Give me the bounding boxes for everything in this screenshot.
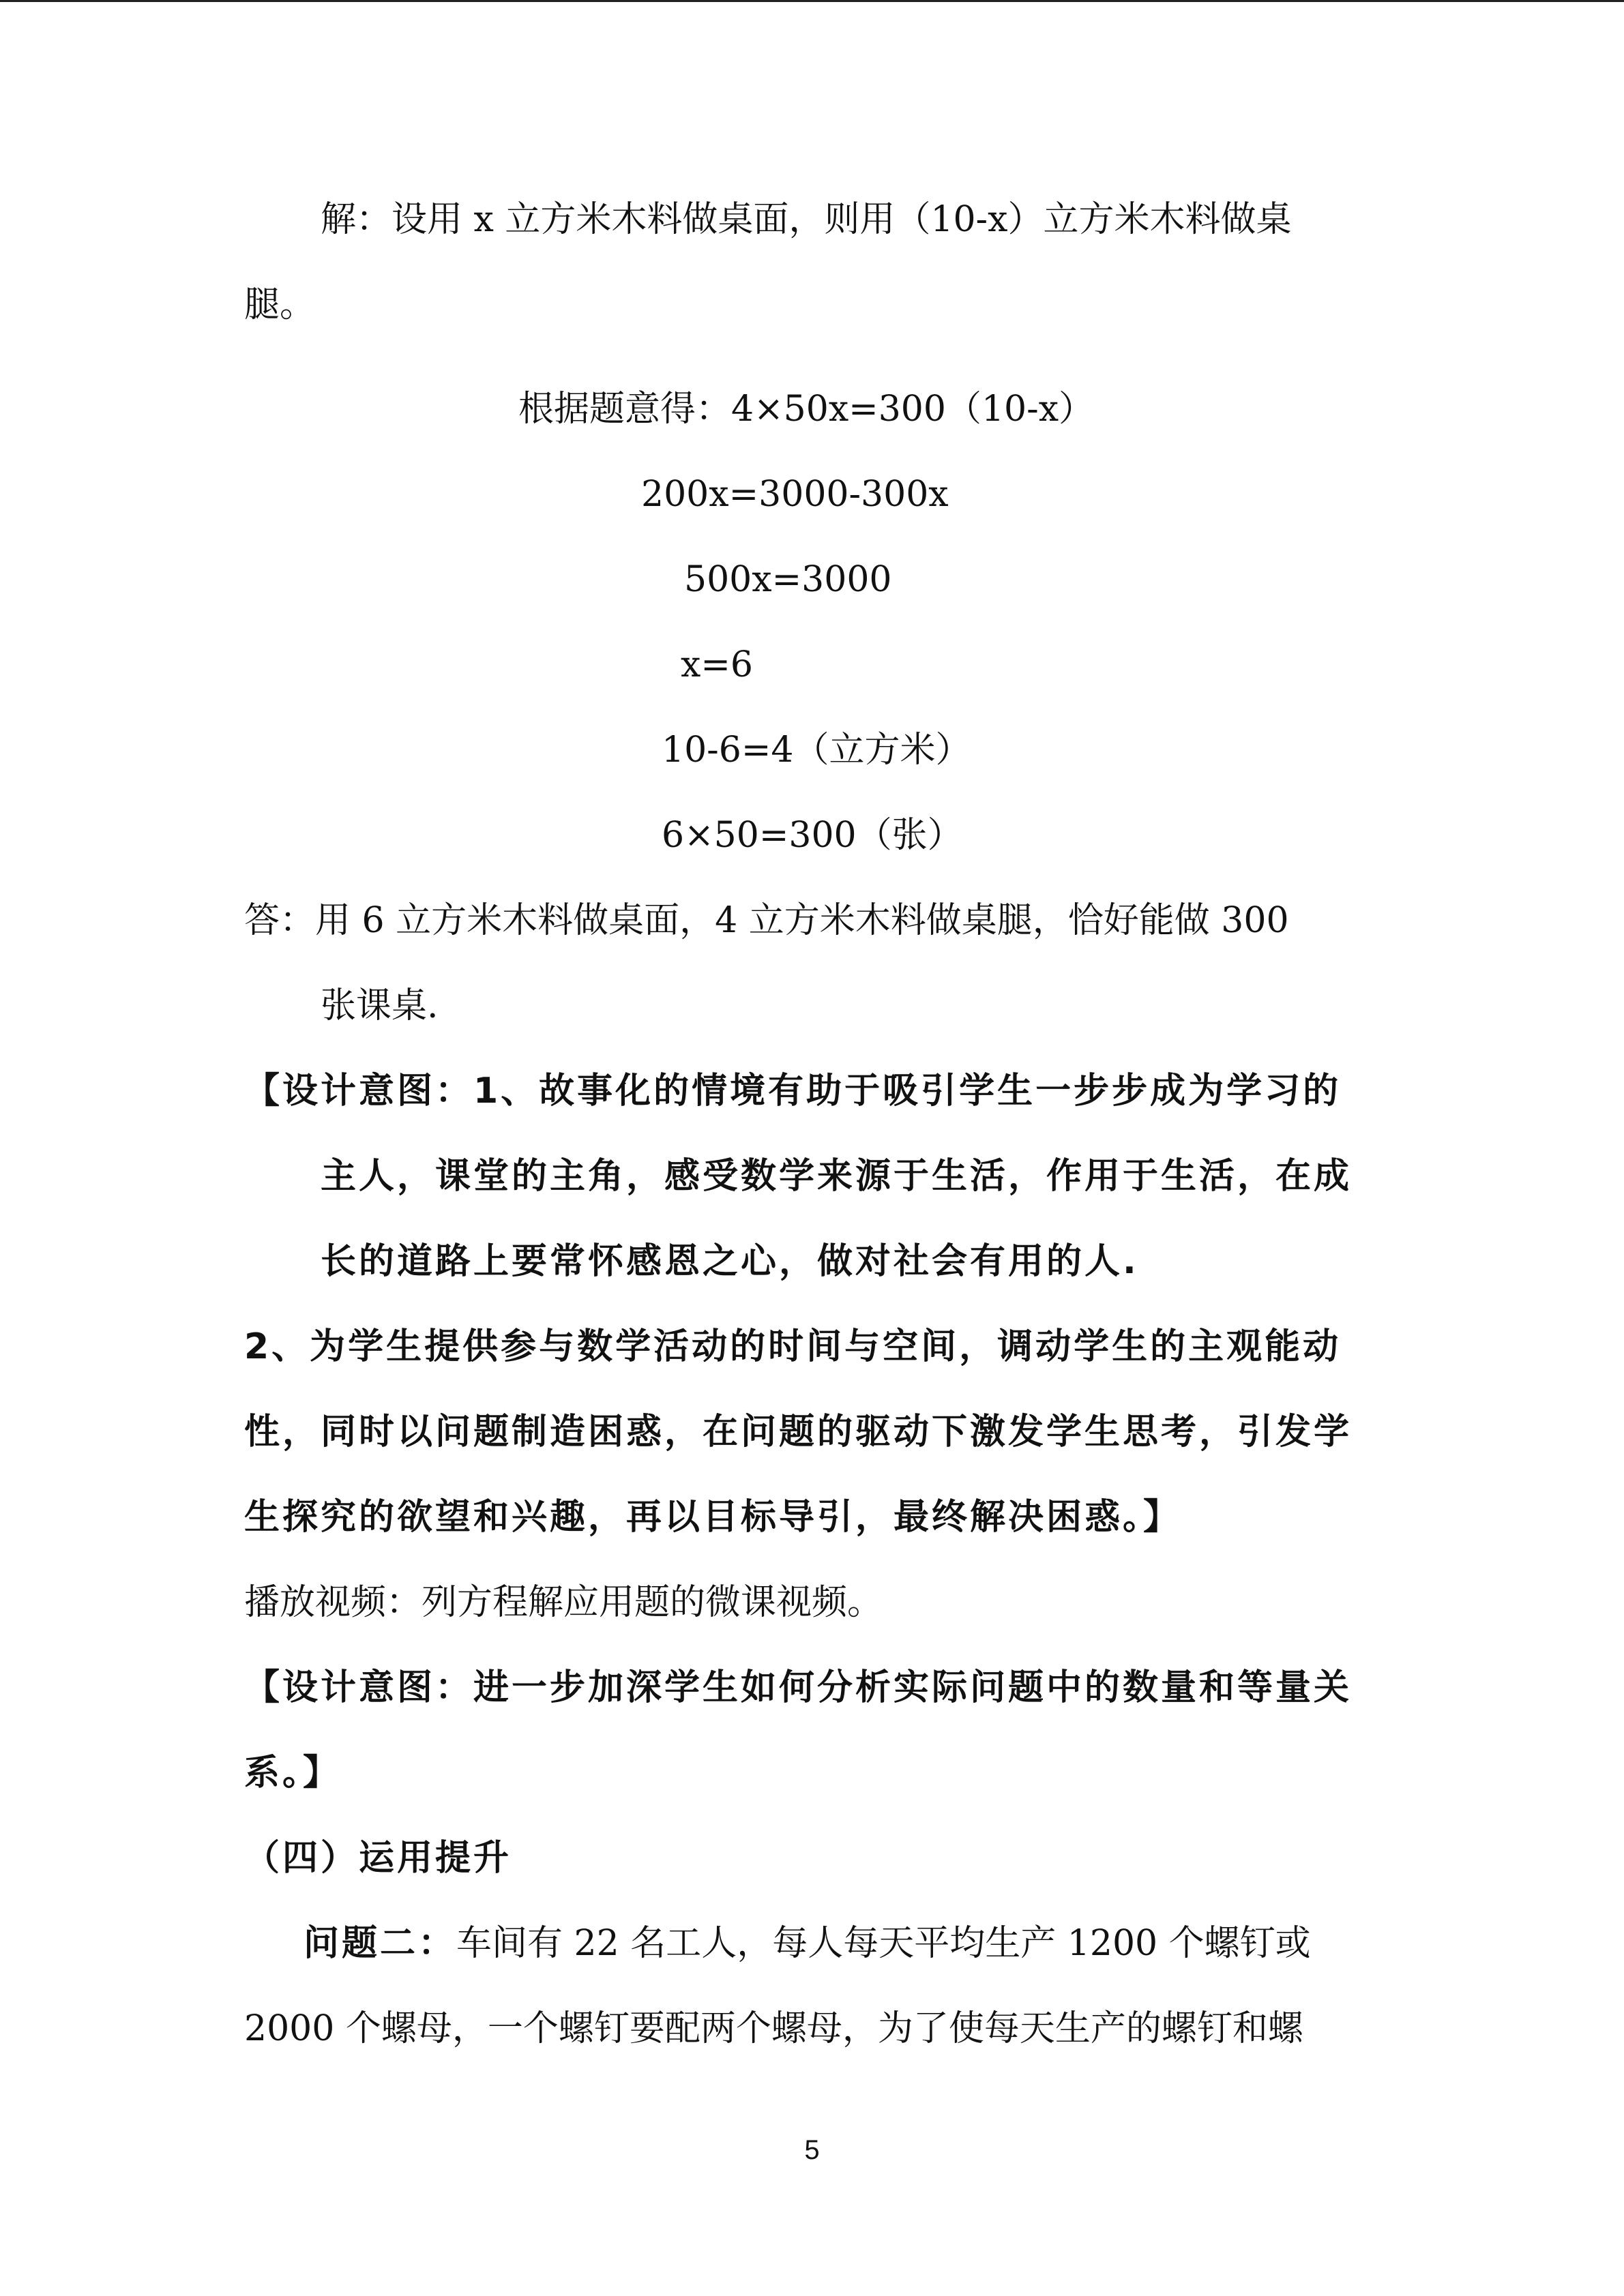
top-border (0, 0, 1624, 2)
design-intent-3-line-2: 系。】 (244, 1753, 342, 1793)
solution-setup-continued: 腿。 (244, 284, 316, 325)
problem-two-line-2: 2000 个螺母，一个螺钉要配两个螺母，为了使每天生产的螺钉和螺 (244, 2008, 1303, 2049)
problem-two-line-1 (304, 1920, 1311, 1967)
design-intent-2-line-3: 生探究的欲望和兴趣，再以目标导引，最终解决困惑。】 (244, 1497, 1182, 1538)
video-line: 播放视频：列方程解应用题的微课视频。 (244, 1582, 883, 1623)
equation-line-5: 10-6=4（立方米） (662, 730, 971, 771)
design-intent-1-line-2: 主人，课堂的主角，感受数学来源于生活，作用于生活，在成 (321, 1156, 1353, 1197)
problem-two-text: 车间有 22 名工人，每人每天平均生产 1200 个螺钉或 (456, 1923, 1311, 1964)
page-number: 5 (804, 2135, 820, 2165)
equation-line-1: 根据题意得：4×50x=300（10-x） (518, 389, 1095, 430)
design-intent-1-line-1: 【设计意图：1、故事化的情境有助于吸引学生一步步成为学习的 (244, 1071, 1342, 1112)
solution-setup-line: 解：设用 x 立方米木料做桌面，则用（10-x）立方米木料做桌 (321, 199, 1292, 240)
design-intent-1-line-3: 长的道路上要常怀感恩之心，做对社会有用的人. (321, 1241, 1139, 1282)
equation-line-3: 500x=3000 (684, 559, 892, 600)
answer-line-continued: 张课桌. (321, 985, 439, 1026)
design-intent-2-line-1: 2、为学生提供参与数学活动的时间与空间，调动学生的主观能动 (244, 1326, 1342, 1367)
equation-line-4: x=6 (681, 644, 753, 685)
equation-line-2: 200x=3000-300x (641, 474, 949, 515)
problem-two-label: 问题二： (304, 1923, 457, 1964)
design-intent-2-line-2: 性，同时以问题制造困惑，在问题的驱动下激发学生思考，引发学 (244, 1412, 1353, 1452)
design-intent-3-line-1: 【设计意图：进一步加深学生如何分析实际问题中的数量和等量关 (244, 1667, 1353, 1708)
answer-line: 答：用 6 立方米木料做桌面，4 立方米木料做桌腿，恰好能做 300 (244, 900, 1289, 941)
equation-line-6: 6×50=300（张） (662, 815, 963, 856)
section-heading: （四）运用提升 (244, 1838, 512, 1879)
